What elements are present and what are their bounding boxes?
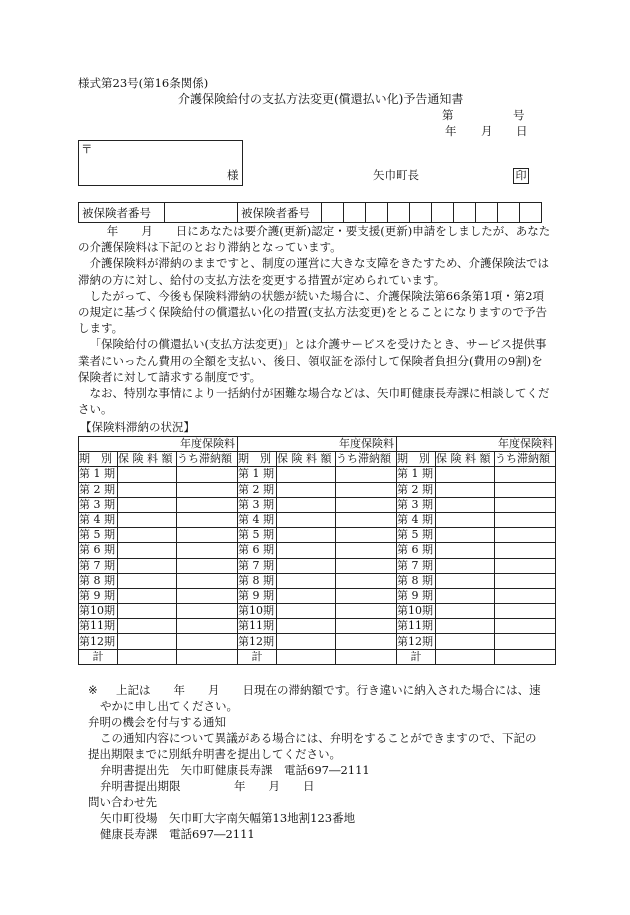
premium-cell <box>277 467 336 482</box>
arrears-cell <box>495 573 556 588</box>
premium-cell <box>436 512 495 527</box>
period-label: 第 7 期 <box>397 558 436 573</box>
arrears-cell <box>177 558 238 573</box>
arrears-cell <box>177 497 238 512</box>
document-title: 介護保険給付の支払方法変更(償還払い化)予告通知書 <box>178 92 464 106</box>
period-label: 第11期 <box>397 619 436 634</box>
period-label: 第 2 期 <box>397 482 436 497</box>
arrears-total-cell <box>177 649 238 664</box>
arrears-cell <box>177 512 238 527</box>
total-label: 計 <box>79 649 118 664</box>
col-header-premium: 保 険 料 額 <box>436 452 495 467</box>
col-header-premium: 保 険 料 額 <box>118 452 177 467</box>
arrears-table-3 <box>396 436 556 665</box>
premium-cell <box>277 573 336 588</box>
defense-heading: 弁明の機会を付与する通知 <box>88 715 226 729</box>
arrears-cell <box>495 619 556 634</box>
period-label: 第 1 期 <box>238 467 277 482</box>
premium-cell <box>277 588 336 603</box>
defense-deadline-date: 年 月 日 <box>234 779 315 793</box>
period-label: 第 7 期 <box>238 558 277 573</box>
contact-department: 健康長寿課 電話697―2111 <box>100 827 255 841</box>
arrears-cell <box>177 604 238 619</box>
period-label: 第 4 期 <box>397 512 436 527</box>
premium-cell <box>118 588 177 603</box>
arrears-cell <box>495 634 556 649</box>
premium-cell <box>436 528 495 543</box>
premium-cell <box>118 497 177 512</box>
period-label: 第 2 期 <box>238 482 277 497</box>
contact-heading: 問い合わせ先 <box>88 795 157 809</box>
col-header-arrears: うち滞納額 <box>177 452 238 467</box>
arrears-cell <box>336 512 397 527</box>
digit-cell <box>498 203 520 223</box>
period-label: 第 8 期 <box>397 573 436 588</box>
arrears-cell <box>336 558 397 573</box>
notice-body <box>78 223 554 417</box>
insured-number-table <box>78 202 542 223</box>
period-label: 第 7 期 <box>79 558 118 573</box>
arrears-cell <box>495 512 556 527</box>
col-header-period: 期 別 <box>397 452 436 467</box>
premium-cell <box>436 573 495 588</box>
period-label: 第 2 期 <box>79 482 118 497</box>
premium-cell <box>277 497 336 512</box>
period-label: 第10期 <box>238 604 277 619</box>
defense-text-1: この通知内容について異議がある場合には、弁明をすることができますので、下記の <box>100 731 537 745</box>
arrears-cell <box>177 588 238 603</box>
contact-office: 矢巾町役場 矢巾町大字南矢幅第13地割123番地 <box>100 811 356 825</box>
total-label: 計 <box>397 649 436 664</box>
arrears-cell <box>336 619 397 634</box>
premium-total-cell <box>436 649 495 664</box>
period-label: 第 3 期 <box>79 497 118 512</box>
arrears-cell <box>495 497 556 512</box>
col-header-premium: 保 険 料 額 <box>277 452 336 467</box>
period-label: 第 6 期 <box>238 543 277 558</box>
period-label: 第 5 期 <box>238 528 277 543</box>
period-label: 第 4 期 <box>238 512 277 527</box>
premium-cell <box>277 512 336 527</box>
period-label: 第 6 期 <box>397 543 436 558</box>
seal-mark: 印 <box>513 168 529 184</box>
date-year: 年 <box>445 124 457 138</box>
premium-cell <box>436 634 495 649</box>
premium-cell <box>118 482 177 497</box>
premium-cell <box>118 634 177 649</box>
arrears-cell <box>495 543 556 558</box>
period-label: 第 6 期 <box>79 543 118 558</box>
doc-number-suffix: 号 <box>513 108 525 122</box>
fiscal-year-header: 年度保険料 <box>238 437 397 452</box>
arrears-cell <box>495 528 556 543</box>
form-number: 様式第23号(第16条関係) <box>78 76 209 90</box>
col-header-arrears: うち滞納額 <box>495 452 556 467</box>
arrears-cell <box>177 528 238 543</box>
arrears-table-1 <box>78 436 238 665</box>
digit-cell <box>476 203 498 223</box>
premium-cell <box>118 558 177 573</box>
insured-number-label-2: 被保険者番号 <box>238 203 322 223</box>
arrears-cell <box>336 604 397 619</box>
body-paragraph: したがって、今後も保険料滞納の状態が続いた場合に、介護保険法第66条第1項・第2項の規定に基づく保険給付の償還払い化の措置(支払方法変更)をとることになりますので予告します。 <box>78 288 547 336</box>
note-line-2: やかに申し出てください。 <box>100 699 238 713</box>
period-label: 第 9 期 <box>397 588 436 603</box>
date-month: 月 <box>481 124 493 138</box>
arrears-cell <box>336 528 397 543</box>
digit-cell <box>432 203 454 223</box>
addressee-box <box>78 140 243 186</box>
col-header-period: 期 別 <box>238 452 277 467</box>
body-paragraph: 介護保険料が滞納のままですと、制度の運営に大きな支障をきたすため、介護保険法では滞納の方に対し、給付の支払方法を変更する措置が定められています。 <box>78 256 550 287</box>
period-label: 第12期 <box>397 634 436 649</box>
fiscal-year-header: 年度保険料 <box>79 437 238 452</box>
arrears-cell <box>495 604 556 619</box>
postal-mark: 〒 <box>81 142 93 156</box>
total-label: 計 <box>238 649 277 664</box>
digit-cell <box>520 203 542 223</box>
defense-submit-to: 弁明書提出先 矢巾町健康長寿課 電話697―2111 <box>100 763 370 777</box>
premium-cell <box>277 558 336 573</box>
premium-cell <box>277 634 336 649</box>
premium-cell <box>118 543 177 558</box>
premium-cell <box>436 619 495 634</box>
period-label: 第10期 <box>397 604 436 619</box>
period-label: 第 8 期 <box>79 573 118 588</box>
digit-cell <box>410 203 432 223</box>
defense-deadline-label: 弁明書提出期限 <box>100 779 181 793</box>
arrears-cell <box>336 573 397 588</box>
note-mark: ※ <box>88 683 98 697</box>
arrears-total-cell <box>336 649 397 664</box>
arrears-table-2 <box>237 436 397 665</box>
premium-cell <box>436 604 495 619</box>
arrears-cell <box>177 573 238 588</box>
premium-cell <box>118 619 177 634</box>
arrears-cell <box>336 634 397 649</box>
arrears-cell <box>177 467 238 482</box>
insured-number-label: 被保険者番号 <box>79 203 165 223</box>
col-header-arrears: うち滞納額 <box>336 452 397 467</box>
arrears-cell <box>177 482 238 497</box>
premium-cell <box>277 604 336 619</box>
period-label: 第 8 期 <box>238 573 277 588</box>
arrears-table-title: 【保険料滞納の状況】 <box>80 420 195 434</box>
premium-cell <box>118 512 177 527</box>
defense-text-2: 提出期限までに別紙弁明書を提出してください。 <box>88 747 341 761</box>
date-day: 日 <box>516 124 528 138</box>
arrears-cell <box>495 482 556 497</box>
period-label: 第 5 期 <box>79 528 118 543</box>
arrears-cell <box>336 467 397 482</box>
premium-cell <box>118 467 177 482</box>
body-paragraph: 「保険給付の償還払い(支払方法変更)」とは介護サービスを受けたとき、サービス提供事業者にいったん費用の全額を支払い、後日、領収証を添付して保険者負担分(費用の9割)を保険者に対して請求する制度です。 <box>78 337 547 384</box>
premium-cell <box>436 467 495 482</box>
honorific-sama: 様 <box>227 168 239 182</box>
premium-cell <box>277 482 336 497</box>
arrears-cell <box>495 467 556 482</box>
period-label: 第12期 <box>79 634 118 649</box>
premium-cell <box>277 543 336 558</box>
note-line-1: 上記は 年 月 日現在の滞納額です。行き違いに納入された場合には、速 <box>116 683 541 697</box>
period-label: 第 3 期 <box>238 497 277 512</box>
digit-cell <box>388 203 410 223</box>
arrears-cell <box>336 497 397 512</box>
period-label: 第12期 <box>238 634 277 649</box>
arrears-cell <box>336 543 397 558</box>
premium-cell <box>277 619 336 634</box>
sender-name: 矢巾町長 <box>373 168 419 182</box>
arrears-cell <box>177 634 238 649</box>
premium-total-cell <box>277 649 336 664</box>
doc-number-prefix: 第 <box>442 108 454 122</box>
premium-cell <box>118 528 177 543</box>
arrears-total-cell <box>495 649 556 664</box>
premium-cell <box>118 573 177 588</box>
body-paragraph: なお、特別な事情により一括納付が困難な場合などは、矢巾町健康長寿課に相談してください。 <box>78 386 550 417</box>
digit-cell <box>366 203 388 223</box>
premium-cell <box>436 482 495 497</box>
body-paragraph: 年 月 日にあなたは要介護(更新)認定・要支援(更新)申請をしましたが、あなたの介護保険料は下記のとおり滞納となっています。 <box>78 224 551 255</box>
arrears-cell <box>336 482 397 497</box>
digit-cell <box>454 203 476 223</box>
premium-cell <box>277 528 336 543</box>
arrears-cell <box>336 588 397 603</box>
period-label: 第 9 期 <box>79 588 118 603</box>
period-label: 第 1 期 <box>79 467 118 482</box>
period-label: 第 9 期 <box>238 588 277 603</box>
insured-number-cell <box>165 203 238 223</box>
period-label: 第 4 期 <box>79 512 118 527</box>
period-label: 第11期 <box>79 619 118 634</box>
arrears-cell <box>495 588 556 603</box>
premium-cell <box>436 497 495 512</box>
digit-cell <box>322 203 344 223</box>
period-label: 第11期 <box>238 619 277 634</box>
premium-cell <box>436 543 495 558</box>
fiscal-year-header: 年度保険料 <box>397 437 556 452</box>
arrears-cell <box>177 543 238 558</box>
period-label: 第 3 期 <box>397 497 436 512</box>
period-label: 第10期 <box>79 604 118 619</box>
col-header-period: 期 別 <box>79 452 118 467</box>
arrears-cell <box>495 558 556 573</box>
premium-total-cell <box>118 649 177 664</box>
premium-cell <box>436 588 495 603</box>
period-label: 第 5 期 <box>397 528 436 543</box>
premium-cell <box>436 558 495 573</box>
premium-cell <box>118 604 177 619</box>
period-label: 第 1 期 <box>397 467 436 482</box>
arrears-cell <box>177 619 238 634</box>
digit-cell <box>344 203 366 223</box>
